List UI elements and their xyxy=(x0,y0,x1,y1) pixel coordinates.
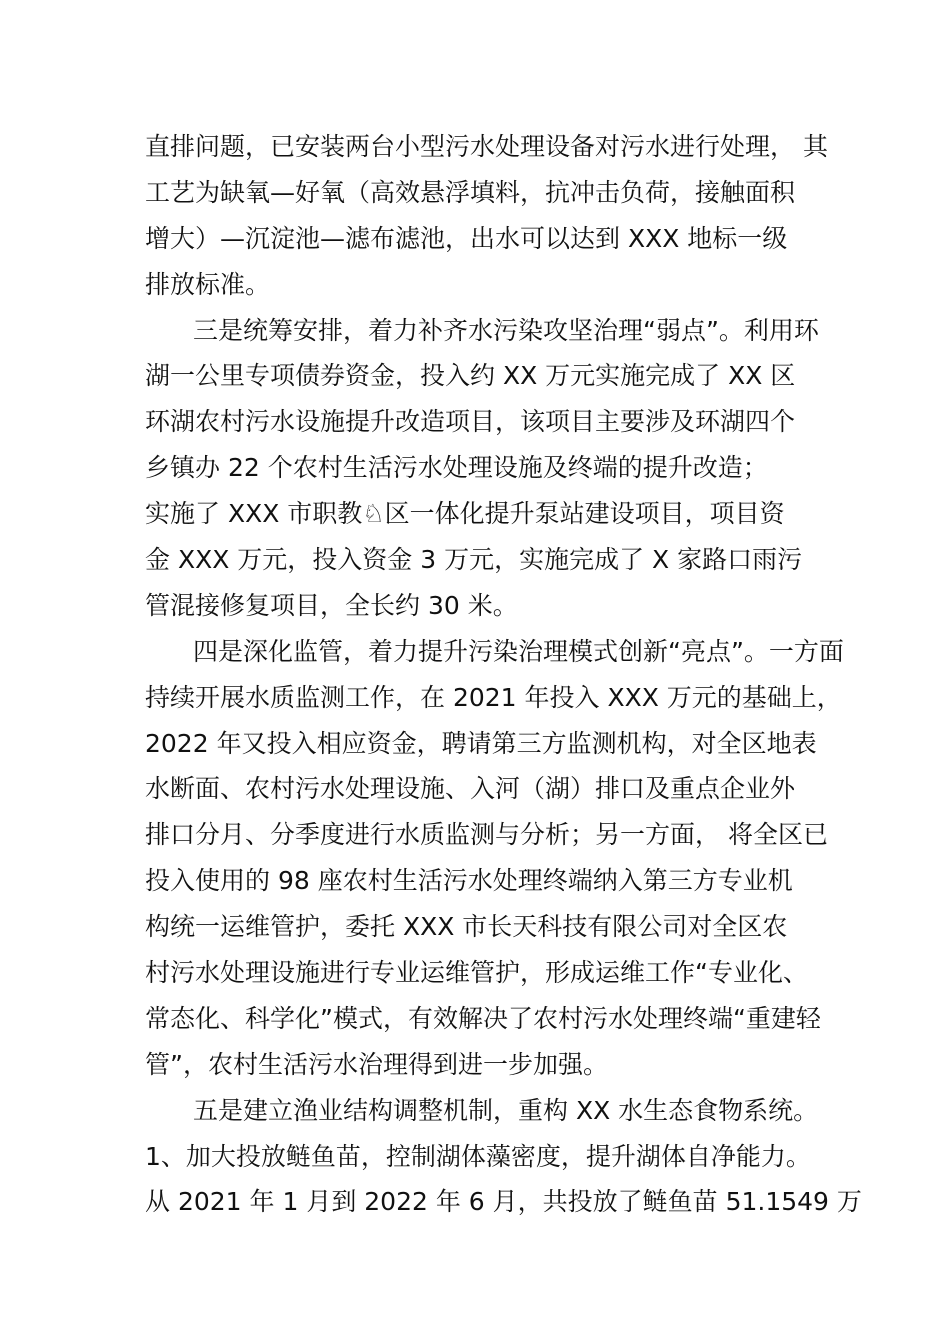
text-line: 工艺为缺氧—好氧（高效悬浮填料，抗冲击负荷，接触面积 xyxy=(145,177,796,207)
text-line: 乡镇办 22 个农村生活污水处理设施及终端的提升改造； xyxy=(145,453,768,483)
text-line: 从 2021 年 1 月到 2022 年 6 月，共投放了鲢鱼苗 51.1549 万 xyxy=(145,1187,862,1217)
text-line: 湖一公里专项债券资金，投入约 XX 万元实施完成了 XX 区 xyxy=(145,361,796,391)
text-line: 排放标准。 xyxy=(145,269,271,299)
text-line: 2022 年又投入相应资金，聘请第三方监测机构，对全区地表 xyxy=(145,728,817,758)
text-line: 管混接修复项目，全长约 30 米。 xyxy=(145,590,518,620)
paragraph-first-line: 三是统筹安排，着力补齐水污染攻坚治理“弱点”。利用环 xyxy=(193,315,819,345)
body-text xyxy=(145,124,862,1225)
text-line: 构统一运维管护，委托 XXX 市长天科技有限公司对全区农 xyxy=(145,912,788,942)
text-line: 持续开展水质监测工作，在 2021 年投入 XXX 万元的基础上， xyxy=(145,682,842,712)
text-line: 投入使用的 98 座农村生活污水处理终端纳入第三方专业机 xyxy=(145,866,793,896)
text-line: 环湖农村污水设施提升改造项目，该项目主要涉及环湖四个 xyxy=(145,407,796,437)
text-line: 排口分月、分季度进行水质监测与分析；另一方面， 将全区已 xyxy=(145,820,828,850)
text-line: 水断面、农村污水处理设施、入河（湖）排口及重点企业外 xyxy=(145,774,796,804)
text-line: 1、加大投放鲢鱼苗，控制湖体藻密度，提升湖体自净能力。 xyxy=(145,1141,811,1171)
text-line: 村污水处理设施进行专业运维管护，形成运维工作“专业化、 xyxy=(145,958,808,988)
text-line: 增大）—沉淀池—滤布滤池，出水可以达到 XXX 地标一级 xyxy=(145,223,788,253)
text-line: 金 XXX 万元，投入资金 3 万元，实施完成了 X 家路口雨污 xyxy=(145,545,803,575)
text-line: 实施了 XXX 市职教♘区一体化提升泵站建设项目，项目资 xyxy=(145,499,785,529)
text-line: 直排问题，已安装两台小型污水处理设备对污水进行处理， 其 xyxy=(145,132,828,161)
paragraph-first-line: 四是深化监管，着力提升污染治理模式创新“亮点”。一方面 xyxy=(193,636,844,666)
text-line: 管”，农村生活污水治理得到进一步加强。 xyxy=(145,1049,608,1079)
paragraph-first-line: 五是建立渔业结构调整机制，重构 XX 水生态食物系统。 xyxy=(193,1095,819,1125)
text-line: 常态化、科学化”模式，有效解决了农村污水处理终端“重建轻 xyxy=(145,1003,821,1033)
